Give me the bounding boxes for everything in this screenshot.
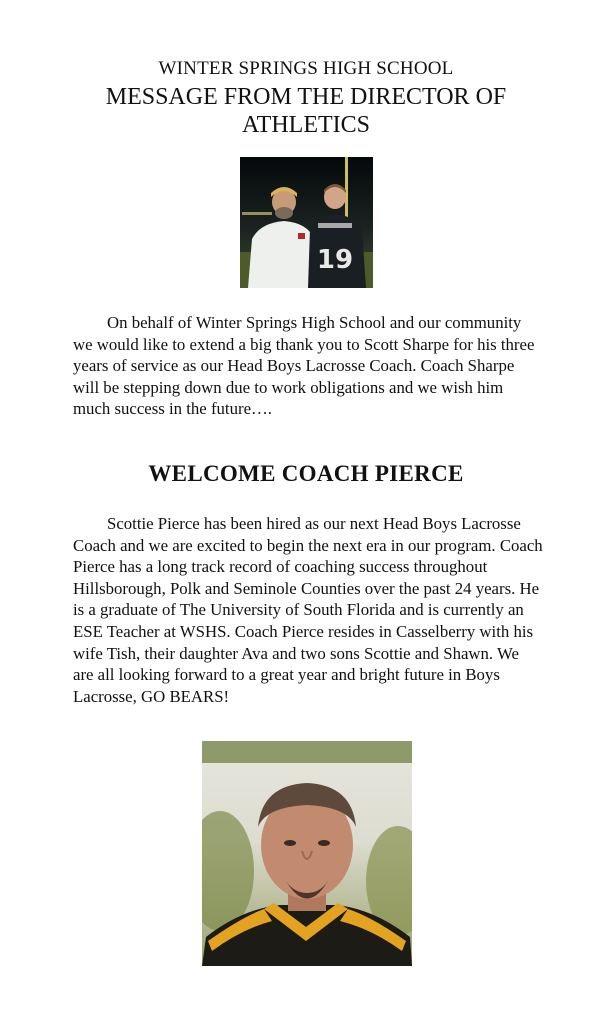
welcome-heading: WELCOME COACH PIERCE bbox=[148, 461, 464, 486]
thank-you-text: On behalf of Winter Springs High School and our community we would like to extend a big thank you to Scott Sharpe for his three years of service as our Head Boys Lacrosse Coach. Coach Sharpe will be stepping down due to work obligations and we wish him much success in the future…. bbox=[73, 313, 535, 419]
welcome-paragraph bbox=[73, 513, 543, 707]
coach-portrait-art bbox=[202, 741, 412, 966]
coach-portrait-photo bbox=[202, 741, 412, 966]
coaches-photo-art bbox=[240, 157, 373, 288]
school-name: WINTER SPRINGS HIGH SCHOOL bbox=[158, 58, 454, 79]
jersey-number: 19 bbox=[316, 245, 354, 275]
thank-you-paragraph bbox=[73, 312, 543, 420]
welcome-text: Scottie Pierce has been hired as our next Head Boys Lacrosse Coach and we are excited to begin the next era in our program. Coach Pierce has a long track record of coaching success throughout Hillsborough, Polk and Seminole Counties over the past 24 years. He is a graduate of The University of South Florida and is currently an ESE Teacher at WSHS. Coach Pierce resides in Casselberry with his wife Tish, their daughter Ava and two sons Scottie and Shawn. We are all looking forward to a great year and bright future in Boys Lacrosse, GO BEARS! bbox=[73, 514, 543, 706]
coaches-photo bbox=[240, 157, 373, 288]
page-title: MESSAGE FROM THE DIRECTOR OF ATHLETICS bbox=[105, 84, 507, 138]
